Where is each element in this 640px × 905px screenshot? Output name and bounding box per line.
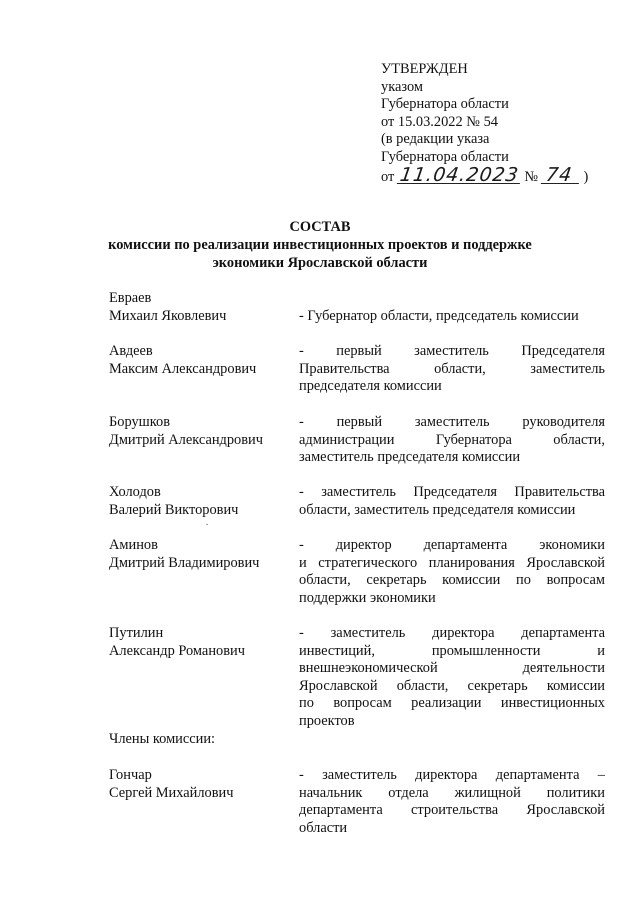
member-surname: Евраев	[109, 290, 152, 306]
scan-speck	[206, 524, 208, 525]
member-role-line: начальник отдела жилищной политики	[299, 784, 605, 801]
member-surname: Аминов	[109, 537, 158, 553]
member-given-names: Максим Александрович	[109, 360, 257, 377]
member-given-names: Дмитрий Александрович	[109, 431, 263, 448]
member-role-line: проектов	[299, 712, 355, 729]
member-role-line: области, заместитель председателя комиссии	[299, 501, 576, 518]
member-surname: Холодов	[109, 484, 161, 500]
member-role	[299, 625, 605, 731]
member-role-line: и стратегического планирования Ярославской	[299, 554, 605, 571]
member-role-line: администрации Губернатора области,	[299, 431, 605, 448]
handwritten-number: 74	[540, 167, 581, 184]
members-section-label: Члены комиссии:	[109, 731, 216, 747]
document-subtitle-line-1: комиссии по реализации инвестиционных проектов и поддержке	[108, 237, 532, 253]
document-subtitle-line-2: экономики Ярославской области	[212, 255, 428, 271]
member-role	[299, 414, 605, 467]
member-role-line: - первый заместитель руководителя	[299, 414, 605, 430]
member-surname: Гончар	[109, 767, 152, 783]
member-name	[109, 767, 289, 802]
member-surname: Борушков	[109, 414, 170, 430]
member-role	[299, 343, 605, 396]
date-prefix: от	[381, 168, 395, 185]
member-role-line: инвестиций, промышленности и	[299, 642, 605, 659]
approval-revision-note: (в редакции указа	[381, 131, 490, 148]
approval-revision-authority: Губернатора области	[381, 148, 509, 165]
member-role-line: - заместитель Председателя Правительства	[299, 484, 605, 500]
member-role-line: - заместитель директора департамента –	[299, 767, 605, 783]
document-title: СОСТАВ	[289, 219, 351, 235]
member-role-line: - директор департамента экономики	[299, 537, 605, 553]
approval-original-date: от 15.03.2022 № 54	[381, 113, 498, 130]
member-role-line: - первый заместитель Председателя	[299, 343, 605, 359]
member-role-line: - Губернатор области, председатель комиссии	[299, 307, 579, 324]
approval-authority: Губернатора области	[381, 96, 509, 113]
member-role-line: - заместитель директора департамента	[299, 625, 605, 641]
member-name	[109, 484, 289, 519]
closing-paren: )	[583, 168, 589, 185]
member-role-line: Правительства области, заместитель	[299, 360, 605, 377]
handwritten-date: 11.04.2023	[398, 163, 521, 186]
member-role-line: заместитель председателя комиссии	[299, 449, 521, 466]
member-role-line: области	[299, 819, 348, 836]
member-role-line: области, секретарь комиссии по вопросам	[299, 572, 605, 589]
member-surname: Путилин	[109, 625, 164, 641]
member-given-names: Михаил Яковлевич	[109, 307, 227, 324]
member-given-names: Сергей Михайлович	[109, 784, 234, 801]
member-role	[299, 308, 605, 326]
member-role-line: внешнеэкономической деятельности	[299, 660, 605, 677]
member-name	[109, 625, 289, 660]
member-role-line: департамента строительства Ярославской	[299, 802, 605, 819]
member-role	[299, 484, 605, 519]
member-given-names: Дмитрий Владимирович	[109, 554, 260, 571]
approval-revision-date-line	[381, 163, 589, 187]
approval-decree: указом	[381, 78, 423, 95]
member-name	[109, 537, 289, 572]
member-name	[109, 343, 289, 378]
member-role	[299, 767, 605, 837]
member-given-names: Александр Романович	[109, 642, 245, 659]
number-sign: №	[524, 168, 539, 185]
member-role-line: председателя комиссии	[299, 378, 442, 395]
member-name	[109, 414, 289, 449]
approval-stamp	[381, 61, 588, 186]
member-role-line: по вопросам реализации инвестиционных	[299, 695, 605, 712]
member-name	[109, 290, 289, 325]
member-surname: Авдеев	[109, 343, 153, 359]
approval-title: УТВЕРЖДЕН	[381, 61, 468, 77]
member-role	[299, 537, 605, 607]
member-role-line: поддержки экономики	[299, 589, 436, 606]
member-role-line: Ярославской области, секретарь комиссии	[299, 677, 605, 694]
member-given-names: Валерий Викторович	[109, 501, 239, 518]
